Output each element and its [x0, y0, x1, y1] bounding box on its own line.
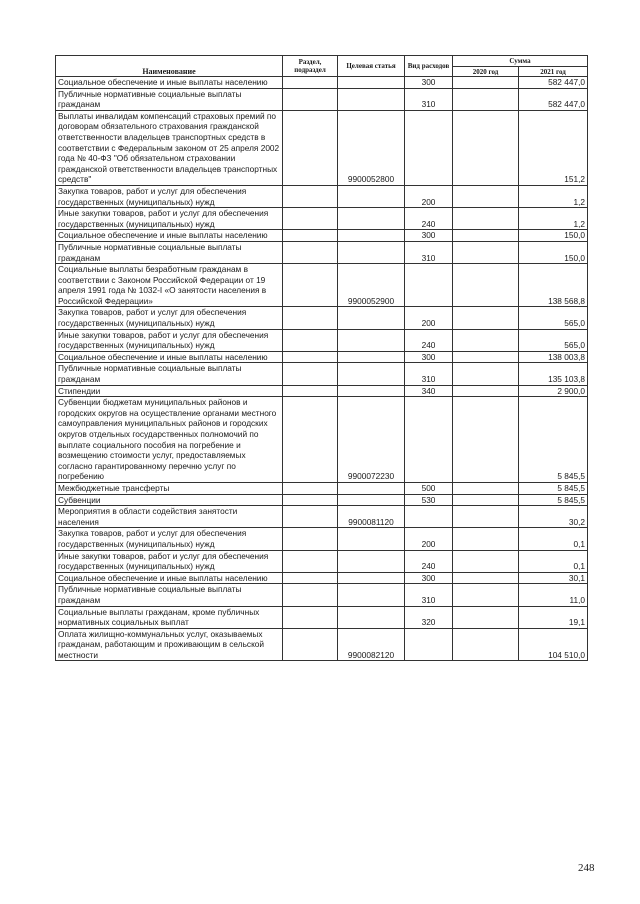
cell-kind: 240: [405, 208, 453, 230]
cell-y2021: 582 447,0: [519, 77, 588, 89]
cell-y2021: 5 845,5: [519, 482, 588, 494]
cell-target: 9900052900: [338, 264, 405, 307]
cell-y2020: [453, 264, 519, 307]
cell-section: [283, 363, 338, 385]
cell-section: [283, 584, 338, 606]
cell-kind: 530: [405, 494, 453, 506]
cell-kind: [405, 264, 453, 307]
cell-y2020: [453, 528, 519, 550]
cell-y2021: 5 845,5: [519, 494, 588, 506]
cell-y2020: [453, 482, 519, 494]
cell-y2020: [453, 628, 519, 661]
header-kind: Вид расходов: [405, 56, 453, 77]
budget-table: [55, 55, 588, 661]
cell-y2021: 151,2: [519, 110, 588, 185]
cell-section: [283, 397, 338, 483]
table-row: [56, 88, 588, 110]
cell-name: Социальное обеспечение и иные выплаты населению: [56, 230, 283, 242]
cell-section: [283, 110, 338, 185]
cell-y2021: 582 447,0: [519, 88, 588, 110]
table-row: [56, 528, 588, 550]
cell-y2021: 0,1: [519, 550, 588, 572]
header-year-2020: 2020 год: [453, 67, 519, 77]
cell-y2020: [453, 606, 519, 628]
cell-y2020: [453, 397, 519, 483]
table-header: [56, 56, 588, 77]
cell-y2020: [453, 329, 519, 351]
table-row: [56, 110, 588, 185]
cell-section: [283, 385, 338, 397]
cell-y2020: [453, 208, 519, 230]
cell-y2020: [453, 550, 519, 572]
cell-y2021: 138 568,8: [519, 264, 588, 307]
cell-name: Субвенции: [56, 494, 283, 506]
table-row: [56, 264, 588, 307]
cell-y2020: [453, 77, 519, 89]
cell-target: [338, 606, 405, 628]
cell-kind: 300: [405, 351, 453, 363]
cell-section: [283, 241, 338, 263]
cell-name: Социальные выплаты гражданам, кроме публичных нормативных социальных выплат: [56, 606, 283, 628]
header-name: Наименование: [56, 56, 283, 77]
table-row: [56, 494, 588, 506]
cell-target: [338, 88, 405, 110]
cell-name: Закупка товаров, работ и услуг для обеспечения государственных (муниципальных) нужд: [56, 307, 283, 329]
table-row: [56, 572, 588, 584]
cell-y2021: 565,0: [519, 307, 588, 329]
cell-name: Межбюджетные трансферты: [56, 482, 283, 494]
cell-target: 9900082120: [338, 628, 405, 661]
table-body: [56, 77, 588, 661]
cell-name: Социальные выплаты безработным гражданам в соответствии с Законом Российской Федерации от 19 апреля 1991 года № 1032-I «О занятости населения в Российской Федерации»: [56, 264, 283, 307]
cell-y2020: [453, 185, 519, 207]
cell-name: Социальное обеспечение и иные выплаты населению: [56, 77, 283, 89]
cell-kind: 200: [405, 307, 453, 329]
cell-section: [283, 482, 338, 494]
table-row: [56, 506, 588, 528]
cell-y2020: [453, 494, 519, 506]
cell-y2021: 1,2: [519, 208, 588, 230]
table-row: [56, 397, 588, 483]
cell-name: Стипендии: [56, 385, 283, 397]
cell-section: [283, 230, 338, 242]
cell-name: Социальное обеспечение и иные выплаты населению: [56, 351, 283, 363]
cell-name: Социальное обеспечение и иные выплаты населению: [56, 572, 283, 584]
cell-section: [283, 550, 338, 572]
cell-y2021: 1,2: [519, 185, 588, 207]
table-row: [56, 230, 588, 242]
table-row: [56, 482, 588, 494]
cell-y2021: 5 845,5: [519, 397, 588, 483]
cell-kind: 200: [405, 528, 453, 550]
table-row: [56, 329, 588, 351]
header-target: Целевая статья: [338, 56, 405, 77]
cell-name: Публичные нормативные социальные выплаты гражданам: [56, 584, 283, 606]
cell-section: [283, 528, 338, 550]
cell-y2021: 150,0: [519, 241, 588, 263]
cell-section: [283, 307, 338, 329]
cell-name: Иные закупки товаров, работ и услуг для обеспечения государственных (муниципальных) нужд: [56, 208, 283, 230]
cell-section: [283, 88, 338, 110]
cell-y2020: [453, 88, 519, 110]
cell-name: Публичные нормативные социальные выплаты гражданам: [56, 88, 283, 110]
cell-target: [338, 572, 405, 584]
cell-name: Закупка товаров, работ и услуг для обеспечения государственных (муниципальных) нужд: [56, 185, 283, 207]
cell-kind: 310: [405, 88, 453, 110]
cell-target: 9900072230: [338, 397, 405, 483]
cell-y2020: [453, 351, 519, 363]
table-row: [56, 307, 588, 329]
cell-kind: [405, 506, 453, 528]
cell-y2021: 104 510,0: [519, 628, 588, 661]
cell-name: Оплата жилищно-коммунальных услуг, оказываемых гражданам, работающим и проживающим в сельской местности: [56, 628, 283, 661]
cell-y2021: 138 003,8: [519, 351, 588, 363]
cell-target: [338, 482, 405, 494]
cell-section: [283, 208, 338, 230]
table-row: [56, 351, 588, 363]
table-row: [56, 550, 588, 572]
header-year-2021: 2021 год: [519, 67, 588, 77]
cell-kind: [405, 110, 453, 185]
cell-target: [338, 550, 405, 572]
table-row: [56, 606, 588, 628]
cell-section: [283, 506, 338, 528]
cell-target: [338, 351, 405, 363]
cell-target: [338, 307, 405, 329]
cell-target: [338, 77, 405, 89]
cell-kind: 240: [405, 550, 453, 572]
cell-target: [338, 329, 405, 351]
cell-y2020: [453, 363, 519, 385]
cell-target: [338, 208, 405, 230]
cell-kind: 300: [405, 230, 453, 242]
cell-y2020: [453, 584, 519, 606]
cell-name: Публичные нормативные социальные выплаты гражданам: [56, 363, 283, 385]
header-sum: Сумма: [453, 56, 588, 67]
cell-kind: 300: [405, 77, 453, 89]
cell-y2021: 19,1: [519, 606, 588, 628]
cell-section: [283, 77, 338, 89]
cell-y2020: [453, 572, 519, 584]
cell-target: 9900081120: [338, 506, 405, 528]
cell-kind: 310: [405, 241, 453, 263]
cell-y2020: [453, 307, 519, 329]
table-row: [56, 363, 588, 385]
table-row: [56, 385, 588, 397]
cell-kind: 500: [405, 482, 453, 494]
table-row: [56, 584, 588, 606]
cell-y2020: [453, 385, 519, 397]
cell-target: [338, 363, 405, 385]
cell-y2021: 30,1: [519, 572, 588, 584]
cell-target: [338, 528, 405, 550]
cell-target: [338, 494, 405, 506]
cell-kind: [405, 628, 453, 661]
cell-section: [283, 351, 338, 363]
table-row: [56, 185, 588, 207]
cell-kind: [405, 397, 453, 483]
cell-kind: 310: [405, 584, 453, 606]
cell-y2020: [453, 506, 519, 528]
cell-section: [283, 628, 338, 661]
cell-name: Публичные нормативные социальные выплаты гражданам: [56, 241, 283, 263]
cell-y2020: [453, 110, 519, 185]
cell-section: [283, 264, 338, 307]
cell-target: [338, 185, 405, 207]
cell-target: [338, 241, 405, 263]
cell-section: [283, 572, 338, 584]
header-section: Раздел, подраздел: [283, 56, 338, 77]
cell-kind: 310: [405, 363, 453, 385]
cell-section: [283, 494, 338, 506]
cell-section: [283, 185, 338, 207]
page-number: 248: [578, 862, 595, 874]
table-row: [56, 628, 588, 661]
cell-kind: 340: [405, 385, 453, 397]
cell-target: [338, 230, 405, 242]
table-row: [56, 77, 588, 89]
cell-name: Субвенции бюджетам муниципальных районов и городских округов на осуществление органами местного самоуправления муниципальных районов и городских округов отдельных государственных полномочий по выплате социального пособия на погребение и возмещению стоимости услуг, предоставляемых согласно гарантированному перечню услуг по погребению: [56, 397, 283, 483]
cell-target: 9900052800: [338, 110, 405, 185]
cell-y2021: 565,0: [519, 329, 588, 351]
cell-y2021: 0,1: [519, 528, 588, 550]
cell-y2021: 135 103,8: [519, 363, 588, 385]
cell-y2021: 2 900,0: [519, 385, 588, 397]
cell-kind: 240: [405, 329, 453, 351]
cell-section: [283, 606, 338, 628]
cell-name: Выплаты инвалидам компенсаций страховых премий по договорам обязательного страхования гражданской ответственности владельцев транспортных средств в соответствии с Федеральным законом от 25 апреля 2002 года № 40-ФЗ "Об обязательном страховании гражданской ответственности владельцев транспортных средств": [56, 110, 283, 185]
cell-y2021: 11,0: [519, 584, 588, 606]
table-row: [56, 208, 588, 230]
cell-y2020: [453, 241, 519, 263]
cell-kind: 200: [405, 185, 453, 207]
cell-target: [338, 385, 405, 397]
cell-y2020: [453, 230, 519, 242]
cell-y2021: 150,0: [519, 230, 588, 242]
cell-target: [338, 584, 405, 606]
cell-name: Мероприятия в области содействия занятости населения: [56, 506, 283, 528]
cell-name: Иные закупки товаров, работ и услуг для обеспечения государственных (муниципальных) нужд: [56, 329, 283, 351]
table-row: [56, 241, 588, 263]
cell-section: [283, 329, 338, 351]
cell-name: Закупка товаров, работ и услуг для обеспечения государственных (муниципальных) нужд: [56, 528, 283, 550]
cell-name: Иные закупки товаров, работ и услуг для обеспечения государственных (муниципальных) нужд: [56, 550, 283, 572]
cell-kind: 300: [405, 572, 453, 584]
cell-kind: 320: [405, 606, 453, 628]
cell-y2021: 30,2: [519, 506, 588, 528]
